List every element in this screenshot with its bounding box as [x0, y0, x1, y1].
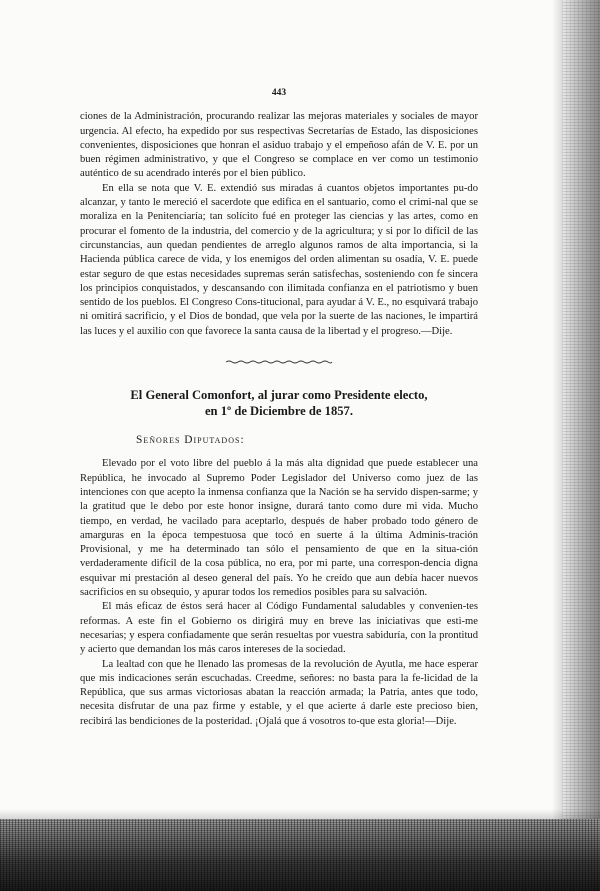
intro-paragraph: ciones de la Administración, procurando realizar las mejoras materiales y sociales de mayor urgencia. Al efecto, ha expedido por sus respectivas Secretarías de Estado, las disposiciones convenientes, disposiciones que honran el asiduo trabajo y el empeñoso afán de V. E. por un buen régimen administrativo, y que el Congreso se complace en ver como un testimonio auténtico de su acendrado interés por el bien público. [80, 111, 478, 180]
section-title [80, 387, 478, 419]
section-title-line: El General Comonfort, al jurar como Presidente electo, [130, 388, 428, 403]
scan-edge-shadow [0, 809, 600, 819]
page-number: 443 [271, 88, 287, 98]
speech-paragraph: Elevado por el voto libre del pueblo á la más alta dignidad que puede establecer una República, he invocado al Supremo Poder Legislador del Universo como juez de las intenciones con que acepto la inmensa confianza que la Nación se ha servido dispen-sarme; y la gratitud que le debo por este honor insigne, durará tanto como dure mi vida. Mucho tiempo, en verdad, he vacilado para aceptarlo, después de haber probado todo género de amarguras en la época tempestuosa que tocó en suerte á la última Adminis-tración Provisional, y me ha determinado tan sólo el pensamiento de que en la situa-ción verdaderamente difícil de la cosa pública, no era, por mi parte, una correspon-dencia digna esquivar mi prestación al deseo general del país. Yo he creído que aun debía hacer nuevos sacrificios en su obsequio, y apurar todos los remedios posibles para su salvación. [80, 458, 478, 599]
scan-edge-right [562, 0, 600, 891]
salutation: Señores Diputados: [136, 434, 245, 447]
ornamental-divider [224, 359, 334, 365]
section-title-line: en 1º de Diciembre de 1857. [204, 404, 354, 419]
page-content [80, 86, 478, 729]
speech-paragraph: El más eficaz de éstos será hacer al Código Fundamental saludables y convenien-tes reformas. A este fin el Gobierno os dirigirá muy en breve las iniciativas que esti-me necesarias; y espera confiadamente que serán resueltas por vuestra sabiduría, con la prontitud y acierto que demandan los más caros intereses de la sociedad. [80, 601, 478, 656]
speech-paragraph: La lealtad con que he llenado las promesas de la revolución de Ayutla, me hace esperar que mis indicaciones serán escuchadas. Creedme, señores: no basta para la fe-licidad de la República, que sus armas victoriosas abatan la reacción armada; la Patria, antes que todo, necesita disfrutar de una paz firme y estable, y el que acierte á darle este precioso bien, recibirá las bendiciones de la posteridad. ¡Ojalá que á vosotros to-que esta gloria!—Dije. [80, 658, 478, 727]
scan-edge-bottom [0, 819, 600, 891]
intro-paragraph: En ella se nota que V. E. extendió sus miradas á cuantos objetos importantes pu-do alcanzar, y tanto le mereció el sacerdote que edifica en el santuario, como el crimi-nal que se moraliza en la Penitenciaría; tan solícito fué en proteger las ciencias y las artes, como en procurar el fomento de la industria, del comercio y de la agricultura; y si por lo difícil de las circunstancias, aun quedan pendientes de arreglo algunos ramos de alta importancia, si la Hacienda pública carece de vida, y los enemigos del orden alimentan su osadía, V. E. puede estar seguro de que estas necesidades supremas serán satisfechas, sosteniendo con fe sincera los principios conquistados, y descansando con ilimitada confianza en el patriotismo y buen sentido de los pueblos. El Congreso Cons-titucional, para ayudar á V. E., no esquivará trabajo ni omitirá sacrificio, y el Dios de bondad, que vela por la suerte de las naciones, le impartirá las luces y el auxilio con que favorece la santa causa de la libertad y el progreso.—Dije. [80, 182, 478, 337]
scan-edge-shadow [552, 0, 562, 891]
